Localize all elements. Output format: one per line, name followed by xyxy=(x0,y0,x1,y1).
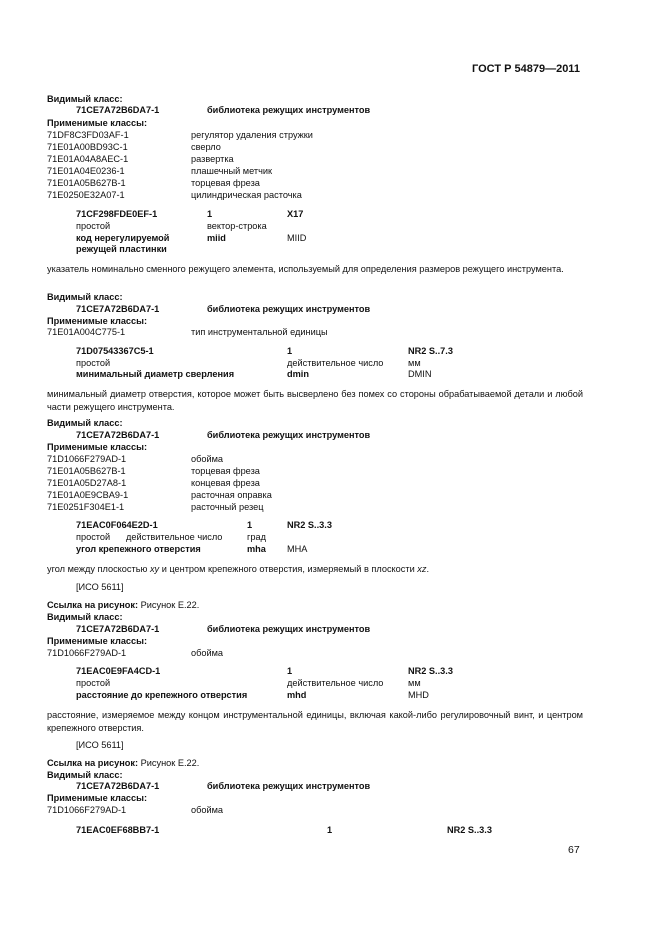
visible-class-name: библиотека режущих инструментов xyxy=(207,430,371,440)
property-code: 71EAC0F064E2D-1 xyxy=(76,520,158,530)
property-symbol: dmin xyxy=(287,369,309,379)
property-short-name: DMIN xyxy=(408,369,432,379)
property-short-name: MIID xyxy=(287,233,307,243)
property-type: действительное число xyxy=(287,358,384,368)
applicable-classes-label: Применимые классы: xyxy=(47,793,148,803)
property-name: режущей пластинки xyxy=(76,244,167,254)
applicable-class-code: 71E01A004C775-1 xyxy=(47,327,126,337)
applicable-classes-label: Применимые классы: xyxy=(47,316,148,326)
property-symbol: miid xyxy=(207,233,226,243)
property-format: NR2 S..7.3 xyxy=(408,346,453,356)
property-name: расстояние до крепежного отверстия xyxy=(76,690,248,700)
visible-class-code: 71CE7A72B6DA7-1 xyxy=(76,624,160,634)
applicable-class-name: тип инструментальной единицы xyxy=(191,327,328,337)
applicable-class-code: 71E01A05B627B-1 xyxy=(47,466,126,476)
visible-class-code: 71CE7A72B6DA7-1 xyxy=(76,781,160,791)
visible-class-label: Видимый класс: xyxy=(47,292,123,302)
applicable-classes-label: Применимые классы: xyxy=(47,442,148,452)
property-version: 1 xyxy=(247,520,253,530)
property-short-name: MHD xyxy=(408,690,429,700)
property-code: 71EAC0EF68BB7-1 xyxy=(76,825,160,835)
applicable-class-code: 71D1066F279AD-1 xyxy=(47,648,127,658)
property-version: 1 xyxy=(287,666,293,676)
property-short-name: MHA xyxy=(287,544,308,554)
applicable-class-code: 71DF8C3FD03AF-1 xyxy=(47,130,129,140)
property-version: 1 xyxy=(207,209,213,219)
property-code: 71D07543367C5-1 xyxy=(76,346,154,356)
property-definition: расстояние, измеряемое между концом инструментальной единицы, включая какой-либо регулировочный винт, и центром крепежного отверстия. xyxy=(47,710,583,733)
applicable-class-code: 71E01A0E9CBA9-1 xyxy=(47,490,129,500)
property-format: NR2 S..3.3 xyxy=(447,825,492,835)
property-unit: град xyxy=(247,532,266,542)
visible-class-label: Видимый класс: xyxy=(47,94,123,104)
applicable-class-name: регулятор удаления стружки xyxy=(191,130,313,140)
property-type: действительное число xyxy=(287,678,384,688)
applicable-class-code: 71E0250E32A07-1 xyxy=(47,190,125,200)
property-type: действительное число xyxy=(126,532,223,542)
property-symbol: mhd xyxy=(287,690,307,700)
iso-reference: [ИСО 5611] xyxy=(76,740,124,750)
property-version: 1 xyxy=(327,825,333,835)
applicable-class-code: 71E01A05B627B-1 xyxy=(47,178,126,188)
property-type: вектор-строка xyxy=(207,221,267,231)
applicable-class-name: цилиндрическая расточка xyxy=(191,190,302,200)
visible-class-name: библиотека режущих инструментов xyxy=(207,781,371,791)
applicable-class-code: 71D1066F279AD-1 xyxy=(47,454,127,464)
applicable-class-code: 71E01A04E0236-1 xyxy=(47,166,125,176)
applicable-class-code: 71E01A00BD93C-1 xyxy=(47,142,128,152)
visible-class-label: Видимый класс: xyxy=(47,418,123,428)
applicable-class-name: развертка xyxy=(191,154,234,164)
property-kind: простой xyxy=(76,358,111,368)
applicable-class-name: расточный резец xyxy=(191,502,264,512)
property-definition: угол между плоскостью xy и центром крепежного отверстия, измеряемый в плоскости xz. xyxy=(47,564,430,574)
applicable-class-name: концевая фреза xyxy=(191,478,260,488)
visible-class-code: 71CE7A72B6DA7-1 xyxy=(76,430,160,440)
applicable-class-name: обойма xyxy=(191,648,224,658)
figure-reference: Ссылка на рисунок: Рисунок Е.22. xyxy=(47,758,200,768)
visible-class-label: Видимый класс: xyxy=(47,612,123,622)
applicable-classes-label: Применимые классы: xyxy=(47,636,148,646)
applicable-class-name: сверло xyxy=(191,142,221,152)
property-name: код нерегулируемой xyxy=(76,233,170,243)
document-id: ГОСТ Р 54879—2011 xyxy=(472,63,580,75)
applicable-class-name: торцевая фреза xyxy=(191,466,260,476)
applicable-class-name: торцевая фреза xyxy=(191,178,260,188)
property-code: 71EAC0E9FA4CD-1 xyxy=(76,666,161,676)
property-code: 71CF298FDE0EF-1 xyxy=(76,209,158,219)
applicable-class-code: 71E01A04A8AEC-1 xyxy=(47,154,129,164)
property-definition: указатель номинально сменного режущего элемента, используемый для определения размеров режущего инструмента. xyxy=(47,264,564,274)
property-definition: минимальный диаметр отверстия, которое может быть высверлено без помех со стороны обрабатываемой детали и любой части режущего инструмента. xyxy=(47,389,583,412)
property-symbol: mha xyxy=(247,544,266,554)
applicable-class-name: плашечный метчик xyxy=(191,166,273,176)
figure-reference: Ссылка на рисунок: Рисунок Е.22. xyxy=(47,600,200,610)
applicable-classes-label: Применимые классы: xyxy=(47,118,148,128)
visible-class-name: библиотека режущих инструментов xyxy=(207,105,371,115)
applicable-class-name: обойма xyxy=(191,454,224,464)
page-number: 67 xyxy=(568,844,580,856)
applicable-class-code: 71E0251F304E1-1 xyxy=(47,502,125,512)
applicable-class-name: расточная оправка xyxy=(191,490,272,500)
property-format: NR2 S..3.3 xyxy=(408,666,453,676)
property-unit: мм xyxy=(408,358,421,368)
applicable-class-code: 71D1066F279AD-1 xyxy=(47,805,127,815)
property-name: минимальный диаметр сверления xyxy=(76,369,235,379)
iso-reference: [ИСО 5611] xyxy=(76,582,124,592)
visible-class-code: 71CE7A72B6DA7-1 xyxy=(76,105,160,115)
applicable-class-code: 71E01A05D27A8-1 xyxy=(47,478,127,488)
property-kind: простой xyxy=(76,532,111,542)
property-unit: мм xyxy=(408,678,421,688)
visible-class-label: Видимый класс: xyxy=(47,770,123,780)
property-format: X17 xyxy=(287,209,304,219)
visible-class-name: библиотека режущих инструментов xyxy=(207,304,371,314)
applicable-class-name: обойма xyxy=(191,805,224,815)
property-name: угол крепежного отверстия xyxy=(76,544,201,554)
property-kind: простой xyxy=(76,221,111,231)
property-version: 1 xyxy=(287,346,293,356)
visible-class-code: 71CE7A72B6DA7-1 xyxy=(76,304,160,314)
visible-class-name: библиотека режущих инструментов xyxy=(207,624,371,634)
property-kind: простой xyxy=(76,678,111,688)
property-format: NR2 S..3.3 xyxy=(287,520,332,530)
